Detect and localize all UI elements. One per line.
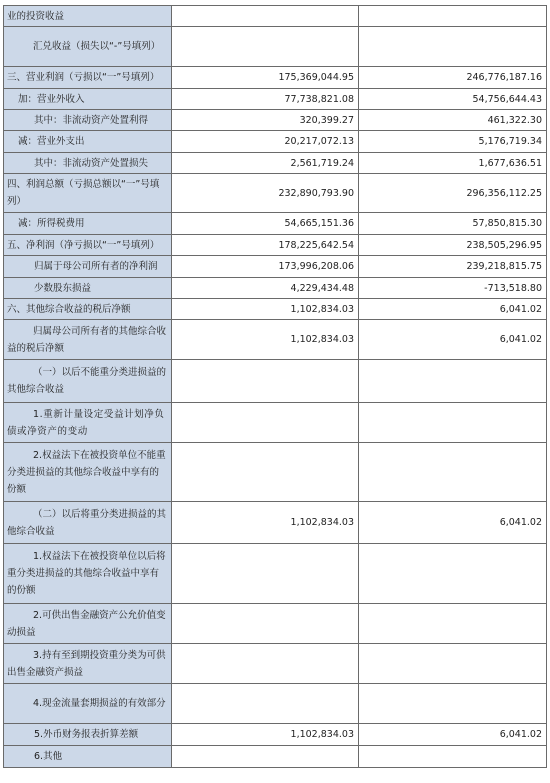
prior-period-value	[359, 403, 547, 443]
current-period-value	[172, 544, 359, 604]
row-label: 1.重新计量设定受益计划净负债或净资产的变动	[4, 403, 172, 443]
prior-period-value	[359, 604, 547, 644]
table-row	[4, 153, 547, 174]
prior-period-value: 57,850,815.30	[359, 213, 547, 235]
row-label: 四、利润总额（亏损总额以“一”号填列）	[4, 174, 172, 213]
current-period-value: 4,229,434.48	[172, 278, 359, 299]
row-label: 少数股东损益	[4, 278, 172, 299]
row-label: 其中：非流动资产处置损失	[4, 153, 172, 174]
row-label: 归属母公司所有者的其他综合收益的税后净额	[4, 320, 172, 360]
current-period-value: 178,225,642.54	[172, 235, 359, 256]
row-label: （一）以后不能重分类进损益的其他综合收益	[4, 360, 172, 403]
row-label: （二）以后将重分类进损益的其他综合收益	[4, 502, 172, 544]
row-label: 加：营业外收入	[4, 89, 172, 110]
current-period-value: 320,399.27	[172, 110, 359, 131]
prior-period-value: 5,176,719.34	[359, 131, 547, 153]
row-label: 1.权益法下在被投资单位以后将重分类进损益的其他综合收益中享有的份额	[4, 544, 172, 604]
table-row	[4, 256, 547, 278]
current-period-value: 2,561,719.24	[172, 153, 359, 174]
row-label: 减：营业外支出	[4, 131, 172, 153]
row-label: 6.其他	[4, 746, 172, 768]
table-row	[4, 278, 547, 299]
table-row	[4, 403, 547, 443]
current-period-value: 232,890,793.90	[172, 174, 359, 213]
prior-period-value	[359, 746, 547, 768]
table-row	[4, 746, 547, 768]
prior-period-value	[359, 360, 547, 403]
row-label: 五、净利润（净亏损以“一”号填列）	[4, 235, 172, 256]
table-row	[4, 604, 547, 644]
table-row	[4, 89, 547, 110]
row-label: 六、其他综合收益的税后净额	[4, 299, 172, 320]
current-period-value	[172, 684, 359, 724]
prior-period-value: -713,518.80	[359, 278, 547, 299]
prior-period-value	[359, 684, 547, 724]
prior-period-value: 6,041.02	[359, 320, 547, 360]
prior-period-value: 246,776,187.16	[359, 67, 547, 89]
current-period-value: 54,665,151.36	[172, 213, 359, 235]
current-period-value	[172, 27, 359, 67]
prior-period-value: 6,041.02	[359, 724, 547, 746]
table-row	[4, 684, 547, 724]
current-period-value: 20,217,072.13	[172, 131, 359, 153]
table-row	[4, 6, 547, 27]
current-period-value	[172, 604, 359, 644]
prior-period-value: 238,505,296.95	[359, 235, 547, 256]
table-row	[4, 213, 547, 235]
prior-period-value: 1,677,636.51	[359, 153, 547, 174]
row-label: 三、营业利润（亏损以“一”号填列）	[4, 67, 172, 89]
table-row	[4, 360, 547, 403]
current-period-value	[172, 6, 359, 27]
current-period-value: 1,102,834.03	[172, 502, 359, 544]
current-period-value: 173,996,208.06	[172, 256, 359, 278]
table-row	[4, 320, 547, 360]
table-row	[4, 174, 547, 213]
row-label: 3.持有至到期投资重分类为可供出售金融资产损益	[4, 644, 172, 684]
prior-period-value	[359, 27, 547, 67]
table-row	[4, 644, 547, 684]
current-period-value: 1,102,834.03	[172, 299, 359, 320]
table-row	[4, 544, 547, 604]
current-period-value: 1,102,834.03	[172, 320, 359, 360]
prior-period-value: 54,756,644.43	[359, 89, 547, 110]
current-period-value: 77,738,821.08	[172, 89, 359, 110]
table-row	[4, 443, 547, 502]
row-label: 2.权益法下在被投资单位不能重分类进损益的其他综合收益中享有的份额	[4, 443, 172, 502]
table-row	[4, 110, 547, 131]
prior-period-value	[359, 544, 547, 604]
current-period-value	[172, 403, 359, 443]
table-row	[4, 724, 547, 746]
prior-period-value	[359, 443, 547, 502]
table-row	[4, 67, 547, 89]
row-label: 汇兑收益（损失以“-”号填列）	[4, 27, 172, 67]
prior-period-value: 6,041.02	[359, 502, 547, 544]
table-row	[4, 235, 547, 256]
income-statement-table	[3, 5, 547, 768]
row-label: 减：所得税费用	[4, 213, 172, 235]
table-row	[4, 131, 547, 153]
row-label: 业的投资收益	[4, 6, 172, 27]
current-period-value	[172, 360, 359, 403]
prior-period-value: 239,218,815.75	[359, 256, 547, 278]
table-row	[4, 27, 547, 67]
current-period-value: 1,102,834.03	[172, 724, 359, 746]
prior-period-value	[359, 644, 547, 684]
row-label: 其中：非流动资产处置利得	[4, 110, 172, 131]
current-period-value	[172, 443, 359, 502]
row-label: 归属于母公司所有者的净利润	[4, 256, 172, 278]
current-period-value	[172, 644, 359, 684]
row-label: 2.可供出售金融资产公允价值变动损益	[4, 604, 172, 644]
table-row	[4, 299, 547, 320]
row-label: 4.现金流量套期损益的有效部分	[4, 684, 172, 724]
prior-period-value: 296,356,112.25	[359, 174, 547, 213]
current-period-value	[172, 746, 359, 768]
current-period-value: 175,369,044.95	[172, 67, 359, 89]
row-label: 5.外币财务报表折算差额	[4, 724, 172, 746]
prior-period-value: 461,322.30	[359, 110, 547, 131]
prior-period-value	[359, 6, 547, 27]
prior-period-value: 6,041.02	[359, 299, 547, 320]
table-row	[4, 502, 547, 544]
